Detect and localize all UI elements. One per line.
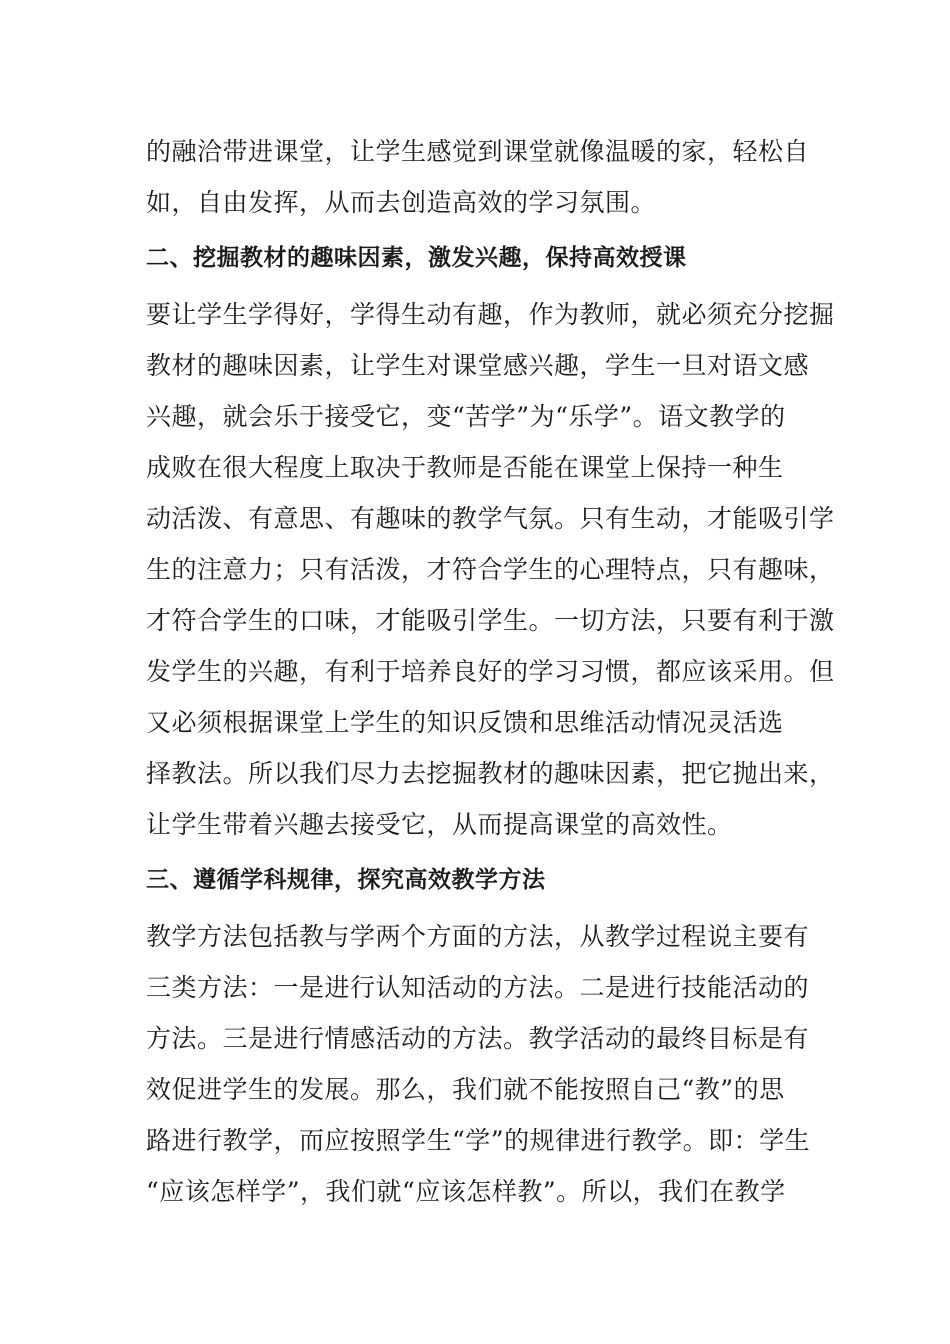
text-line: 方法。三是进行情感活动的方法。教学活动的最终目标是有 — [146, 1024, 810, 1053]
text-line: 生的注意力；只有活泼，才符合学生的心理特点，只有趣味， — [146, 555, 835, 584]
text-line: “应该怎样学”，我们就“应该怎样教”。所以，我们在教学 — [146, 1177, 786, 1206]
text-line: 让学生带着兴趣去接受它，从而提高课堂的高效性。 — [146, 810, 733, 839]
text-line: 择教法。所以我们尽力去挖掘教材的趣味因素，把它抛出来， — [146, 759, 835, 788]
text-line: 要让学生学得好，学得生动有趣，作为教师，就必须充分挖掘 — [146, 300, 835, 329]
text-line: 动活泼、有意思、有趣味的教学气氛。只有生动，才能吸引学 — [146, 504, 835, 533]
text-line: 路进行教学，而应按照学生“学”的规律进行教学。即：学生 — [146, 1126, 811, 1155]
paragraph-section-3 — [146, 911, 811, 1217]
text-line: 三类方法：一是进行认知活动的方法。二是进行技能活动的 — [146, 973, 810, 1002]
text-line: 又必须根据课堂上学生的知识反馈和思维活动情况灵活选 — [146, 708, 784, 737]
section-heading-3: 三、遵循学科规律，探究高效教学方法 — [146, 867, 546, 893]
text-line: 兴趣，就会乐于接受它，变“苦学”为“乐学”。语文教学的 — [146, 402, 786, 431]
text-line: 发学生的兴趣，有利于培养良好的学习习惯，都应该采用。但 — [146, 657, 835, 686]
paragraph-section-2 — [146, 289, 835, 850]
text-line: 的融洽带进课堂，让学生感觉到课堂就像温暖的家，轻松自 — [146, 137, 810, 166]
text-line: 成败在很大程度上取决于教师是否能在课堂上保持一种生 — [146, 453, 784, 482]
text-line: 教学方法包括教与学两个方面的方法，从教学过程说主要有 — [146, 922, 810, 951]
text-line: 教材的趣味因素，让学生对课堂感兴趣，学生一旦对语文感 — [146, 351, 810, 380]
document-body — [146, 126, 835, 1217]
text-line: 才符合学生的口味，才能吸引学生。一切方法，只要有利于激 — [146, 606, 835, 635]
paragraph-intro — [146, 126, 810, 228]
text-line: 效促进学生的发展。那么，我们就不能按照自己“教”的思 — [146, 1075, 785, 1104]
text-line: 如，自由发挥，从而去创造高效的学习氛围。 — [146, 188, 657, 217]
section-heading-2: 二、挖掘教材的趣味因素，激发兴趣，保持高效授课 — [146, 245, 687, 271]
